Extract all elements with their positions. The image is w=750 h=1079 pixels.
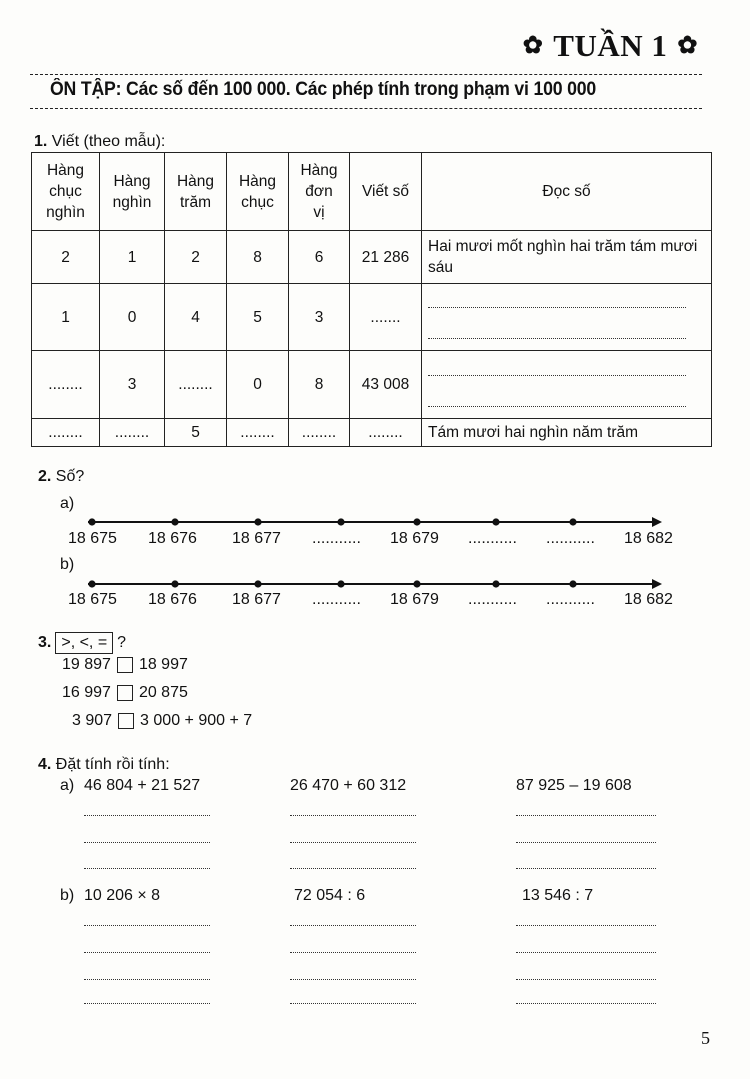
number-line-blank[interactable]: ...........: [312, 591, 361, 608]
table-cell: 43 008: [350, 351, 422, 419]
part-label: a): [60, 777, 75, 794]
table-cell: ........: [350, 419, 422, 447]
work-dotted-line[interactable]: [84, 925, 210, 926]
calc-problem: 72 054 : 6: [294, 887, 366, 904]
table-cell: 8: [227, 231, 289, 284]
table-cell: 0: [227, 351, 289, 419]
comparison-item: [72, 712, 252, 730]
table-row: [32, 284, 712, 351]
exercise-4-heading: [38, 756, 170, 774]
work-dotted-line[interactable]: [516, 952, 656, 953]
number-line-point: [254, 580, 261, 587]
number-line-point: [569, 580, 576, 587]
exercise-label: Đặt tính rồi tính:: [55, 756, 170, 773]
reading-cell: Hai mươi mốt nghìn hai trăm tám mươi sáu: [422, 231, 712, 284]
answer-dotted-line[interactable]: [428, 394, 686, 407]
exercise-number: 3.: [38, 634, 52, 651]
divider: [30, 108, 702, 109]
answer-box[interactable]: [117, 657, 133, 673]
answer-dotted-line[interactable]: [428, 326, 686, 339]
exercise-1-heading: [34, 133, 165, 151]
work-dotted-line[interactable]: [516, 925, 656, 926]
number-line-point: [337, 518, 344, 525]
arrow-head: [652, 579, 662, 589]
number-line-label: 18 677: [232, 530, 281, 547]
exercise-number: 2.: [38, 468, 52, 485]
number-line-point: [171, 580, 178, 587]
comparison-item: [62, 656, 188, 674]
answer-dotted-line[interactable]: [428, 295, 686, 308]
number-line-point: [569, 518, 576, 525]
number-line-point: [492, 580, 499, 587]
table-cell: ........: [32, 351, 100, 419]
week-title: TUẦN 1: [553, 28, 668, 63]
work-dotted-line[interactable]: [84, 842, 210, 843]
work-dotted-line[interactable]: [516, 815, 656, 816]
number-line-label: 18 675: [68, 591, 117, 608]
work-dotted-line[interactable]: [516, 868, 656, 869]
table-cell: ........: [100, 419, 165, 447]
right-operand: 18 997: [138, 656, 188, 673]
table-header-row: [32, 153, 712, 231]
calc-problem: 87 925 – 19 608: [516, 777, 632, 794]
table-cell: ........: [227, 419, 289, 447]
header-cell: Hàng chục nghìn: [32, 153, 100, 231]
arrow-head: [652, 517, 662, 527]
exercise-2-heading: [38, 468, 84, 486]
reading-answer-cell[interactable]: [422, 284, 712, 351]
table-cell: 2: [32, 231, 100, 284]
header-cell: Đọc số: [422, 153, 712, 231]
number-line-label: 18 679: [390, 591, 439, 608]
table-row: [32, 231, 712, 284]
work-dotted-line[interactable]: [516, 979, 656, 980]
left-operand: 16 997: [62, 684, 111, 701]
work-dotted-line[interactable]: [84, 815, 210, 816]
work-dotted-line[interactable]: [290, 979, 416, 980]
calc-problem: 13 546 : 7: [522, 887, 594, 904]
answer-box[interactable]: [117, 685, 133, 701]
comparison-item: [62, 684, 188, 702]
calc-problem: 26 470 + 60 312: [290, 777, 407, 794]
number-line-a: [60, 512, 690, 532]
calc-problem: 10 206 × 8: [84, 887, 161, 904]
number-line-blank[interactable]: ...........: [468, 530, 517, 547]
table-cell: 21 286: [350, 231, 422, 284]
work-dotted-line[interactable]: [84, 1003, 210, 1004]
number-line-point: [88, 518, 95, 525]
answer-dotted-line[interactable]: [428, 363, 686, 376]
calc-problem: 46 804 + 21 527: [84, 777, 201, 794]
work-dotted-line[interactable]: [290, 925, 416, 926]
number-line-blank[interactable]: ...........: [312, 530, 361, 547]
table-row: [32, 419, 712, 447]
divider: [30, 74, 702, 75]
table-cell: 8: [289, 351, 350, 419]
answer-box[interactable]: [118, 713, 134, 729]
table-cell: 5: [165, 419, 227, 447]
work-dotted-line[interactable]: [290, 868, 416, 869]
number-line-label: 18 682: [624, 591, 673, 608]
header-cell: Viết số: [350, 153, 422, 231]
work-dotted-line[interactable]: [516, 1003, 656, 1004]
table-cell: 3: [100, 351, 165, 419]
part-label: b): [60, 556, 75, 573]
table-cell: 2: [165, 231, 227, 284]
number-line-label: 18 682: [624, 530, 673, 547]
table-cell: ........: [165, 351, 227, 419]
table-row: [32, 351, 712, 419]
work-dotted-line[interactable]: [84, 979, 210, 980]
number-line-label: 18 679: [390, 530, 439, 547]
table-cell: ........: [289, 419, 350, 447]
number-line-point: [337, 580, 344, 587]
work-dotted-line[interactable]: [290, 952, 416, 953]
number-line-blank[interactable]: ...........: [546, 530, 595, 547]
table-cell: 1: [32, 284, 100, 351]
part-label: b): [60, 887, 75, 904]
left-operand: 3 907: [72, 712, 113, 729]
number-line-label: 18 676: [148, 530, 197, 547]
table-cell: ........: [32, 419, 100, 447]
exercise-number: 1.: [34, 133, 48, 150]
right-operand: 3 000 + 900 + 7: [140, 712, 253, 729]
reading-answer-cell[interactable]: [422, 351, 712, 419]
right-operand: 20 875: [138, 684, 188, 701]
table-cell: 6: [289, 231, 350, 284]
work-dotted-line[interactable]: [290, 815, 416, 816]
exercise-label: Số?: [55, 468, 85, 485]
lesson-subtitle: ÔN TẬP: Các số đến 100 000. Các phép tính trong phạm vi 100 000: [50, 79, 597, 100]
work-dotted-line[interactable]: [84, 868, 210, 869]
table-cell: 1: [100, 231, 165, 284]
number-line-point: [492, 518, 499, 525]
number-line-point: [413, 580, 420, 587]
work-dotted-line[interactable]: [84, 952, 210, 953]
comparison-signs-box: >, <, =: [55, 632, 113, 654]
number-line-point: [413, 518, 420, 525]
table-cell: 4: [165, 284, 227, 351]
flower-icon: ✿: [522, 33, 544, 59]
table-cell: 5: [227, 284, 289, 351]
work-dotted-line[interactable]: [290, 842, 416, 843]
number-line-label: 18 676: [148, 591, 197, 608]
table-cell: .......: [350, 284, 422, 351]
number-line-point: [254, 518, 261, 525]
exercise-label: Viết (theo mẫu):: [51, 133, 166, 150]
part-label: a): [60, 495, 75, 512]
page-number: 5: [701, 1028, 710, 1048]
left-operand: 19 897: [62, 656, 111, 673]
table-cell: 0: [100, 284, 165, 351]
question-mark: ?: [117, 634, 127, 651]
work-dotted-line[interactable]: [516, 842, 656, 843]
reading-cell: Tám mươi hai nghìn năm trăm: [422, 419, 712, 447]
number-line-point: [171, 518, 178, 525]
exercise-number: 4.: [38, 756, 52, 773]
week-header: [523, 28, 698, 64]
header-cell: Hàng đơn vị: [289, 153, 350, 231]
number-line-label: 18 677: [232, 591, 281, 608]
table-cell: 3: [289, 284, 350, 351]
number-line-blank[interactable]: ...........: [546, 591, 595, 608]
header-cell: Hàng nghìn: [100, 153, 165, 231]
header-cell: Hàng chục: [227, 153, 289, 231]
header-cell: Hàng trăm: [165, 153, 227, 231]
number-line-label: 18 675: [68, 530, 117, 547]
work-dotted-line[interactable]: [290, 1003, 416, 1004]
flower-icon: ✿: [677, 33, 698, 59]
exercise-3-heading: [38, 632, 126, 654]
place-value-table: [31, 152, 712, 447]
number-line-point: [88, 580, 95, 587]
number-line-blank[interactable]: ...........: [468, 591, 517, 608]
